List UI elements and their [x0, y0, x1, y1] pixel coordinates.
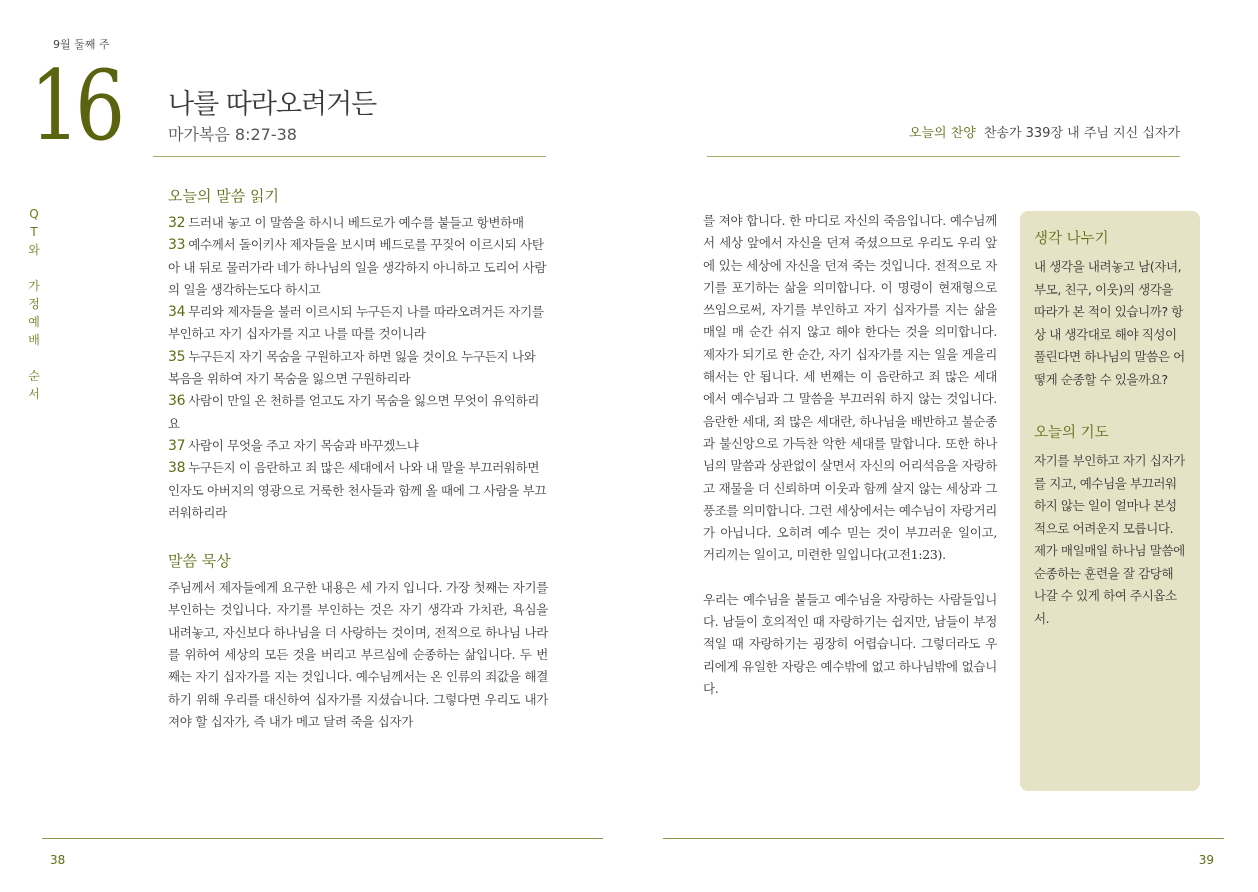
prayer-text: 자기를 부인하고 자기 십자가를 지고, 예수님을 부끄러워 하지 않는 일이 얼마나 본성적으로 어려운지 모릅니다. 제가 매일매일 하나님 말씀에 순종하는 훈련을 잘 감당해 나갈 수 있게 하여 주시옵소서.	[1034, 453, 1185, 626]
day-number: 16	[30, 50, 121, 162]
verse-number: 35	[168, 348, 186, 365]
side-char: 순	[28, 369, 40, 383]
verse-number: 32	[168, 215, 186, 231]
verse-text: 예수께서 돌이키사 제자들을 보시며 베드로를 꾸짖어 이르시되 사탄아 내 뒤로 물러가라 네가 하나님의 일을 생각하지 아니하고 도리어 사람의 일을 생각하는도다 하시고	[168, 237, 547, 297]
verse-number: 38	[168, 460, 186, 477]
verse	[168, 457, 548, 524]
scripture-reference: 마가복음 8:27-38	[168, 125, 297, 144]
page-title: 나를 따라오려거든	[168, 89, 377, 120]
side-char: T	[30, 225, 38, 239]
verse-number: 36	[168, 393, 186, 410]
right-column	[703, 210, 997, 722]
verse	[168, 390, 548, 435]
week-label: 9월 둘째 주	[53, 38, 110, 51]
verse-text: 누구든지 이 음란하고 죄 많은 세대에서 나와 내 말을 부끄러워하면 인자도 아버지의 영광으로 거룩한 천사들과 함께 올 때에 그 사람을 부끄러워하리라	[168, 460, 547, 520]
meditation-text-left: 주님께서 제자들에게 요구한 내용은 세 가지 입니다. 가장 첫째는 자기를 부인하는 것입니다. 자기를 부인하는 것은 자기 생각과 가치관, 욕심을 내려놓고, 자신보다 하나님을 더 사랑하는 것이며, 전적으로 하나님 나라를 위하여 세상의 모든 것을 버리고 부르심에 순종하는 삶입니다. 두 번째는 자기 십자가를 지는 것입니다. 예수님께서는 온 인류의 죄값을 해결하기 위해 우리를 대신하여 십자가를 지셨습니다. 그렇다면 우리도 내가 져야 할 십자가, 즉 내가 메고 달려 죽을 십자가	[168, 580, 548, 729]
verse-text: 누구든지 자기 목숨을 구원하고자 하면 잃을 것이요 누구든지 나와 복음을 위하여 자기 목숨을 잃으면 구원하리라	[168, 348, 536, 387]
side-char: 정	[28, 297, 40, 311]
todays-hymn	[909, 122, 1180, 141]
hymn-title: 찬송가 339장 내 주님 지신 십자가	[983, 126, 1180, 141]
share-box	[1020, 211, 1200, 791]
verse-text: 무리와 제자들을 불러 이르시되 누구든지 나를 따라오려거든 자기를 부인하고 자기 십자가를 지고 나를 따를 것이니라	[168, 304, 544, 342]
hymn-label: 오늘의 찬양	[908, 126, 976, 141]
verse-text: 사람이 만일 온 천하를 얻고도 자기 목숨을 잃으면 무엇이 유익하리요	[168, 393, 540, 431]
header-divider-right	[707, 156, 1180, 157]
verse-text: 드러내 놓고 이 말씀을 하시니 베드로가 예수를 붙들고 항변하매	[188, 215, 524, 230]
prayer-heading: 오늘의 기도	[1034, 425, 1109, 441]
verse-text: 사람이 무엇을 주고 자기 목숨과 바꾸겠느냐	[188, 437, 419, 453]
reading-heading: 오늘의 말씀 읽기	[168, 187, 279, 205]
header-divider-left	[153, 156, 546, 157]
meditation-text-closing: 우리는 예수님을 붙들고 예수님을 자랑하는 사람들입니다. 남들이 호의적인 때 자랑하기는 쉽지만, 남들이 부정적일 때 자랑하기는 굉장히 어렵습니다. 그렇더라도 우리에게 유일한 자랑은 예수밖에 없고 하나님밖에 없습니다.	[703, 591, 997, 696]
side-char: Q	[29, 207, 39, 221]
verse-number: 34	[168, 304, 186, 321]
side-char: 예	[28, 315, 40, 329]
footer-divider-right	[663, 838, 1224, 839]
verse	[168, 301, 548, 346]
share-heading: 생각 나누기	[1034, 231, 1109, 247]
meditation-heading: 말씀 묵상	[168, 552, 231, 571]
footer-divider-left	[42, 838, 603, 839]
meditation-text-right: 를 져야 합니다. 한 마디로 자신의 죽음입니다. 예수님께서 세상 앞에서 자신을 던져 죽셨으므로 우리도 우리 앞에 있는 세상에 자신을 던져 죽는 것입니다. 전적으로 자기를 포기하는 삶을 의미합니다. 이 명령이 현재형으로 쓰임으로써, 자기를 부인하고 자기 십자가를 지는 삶을 매일 매 순간 쉬지 않고 해야 한다는 것을 의미합니다. 제자가 되기로 한 순간, 자기 십자가를 지는 일을 게을리 해서는 안 됩니다. 세 번째는 이 음란하고 죄 많은 세대에서 예수님과 그 말씀을 부끄러워 하지 않는 것입니다. 음란한 세대, 죄 많은 세대란, 하나님을 배반하고 불순종과 불신앙으로 가득찬 악한 세대를 말합니다. 또한 하나님의 말씀과 상관없이 살면서 자신의 어리석음을 자랑하고 재물을 더 신뢰하며 이웃과 함께 살지 않는 세상과 그 풍조를 의미합니다. 그런 세상에서는 예수님이 자랑거리가 아닙니다. 오히려 예수 믿는 것이 부끄러운 일이고, 거리끼는 일이고, 미련한 일입니다(고전1:23).	[703, 213, 997, 563]
side-char	[27, 349, 41, 367]
verse-number: 33	[168, 237, 186, 254]
side-char	[27, 259, 41, 277]
left-column	[168, 185, 548, 733]
verse	[168, 346, 548, 391]
verse	[168, 212, 548, 234]
share-text: 내 생각을 내려놓고 남(자녀, 부모, 친구, 이웃)의 생각을 따라가 본 적이 있습니까? 항상 내 생각대로 해야 직성이 풀린다면 하나님의 말씀은 어떻게 순종할 수 있을까요?	[1034, 259, 1185, 387]
side-char: 배	[28, 333, 40, 347]
verse	[168, 435, 548, 457]
side-char: 가	[28, 279, 40, 293]
page-number-left: 38	[50, 853, 66, 867]
page-number-right: 39	[1198, 853, 1214, 867]
side-char: 와	[28, 243, 40, 257]
verse-number: 37	[168, 437, 186, 454]
side-char: 서	[28, 387, 40, 401]
side-vertical-title	[27, 205, 41, 403]
verse	[168, 234, 548, 301]
